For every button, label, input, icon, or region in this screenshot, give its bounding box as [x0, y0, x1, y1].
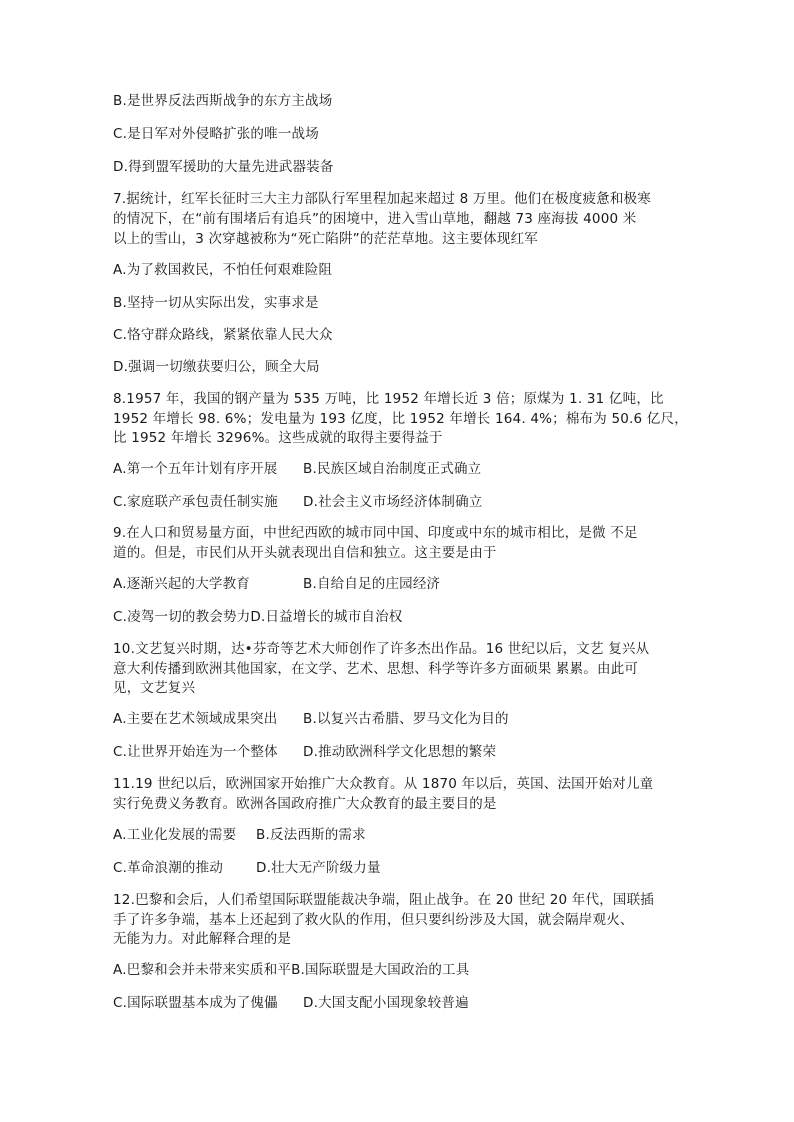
q10-stem-line-3: 见，文艺复兴	[113, 680, 196, 696]
q8-stem-line-3: 比 1952 年增长 3296%。这些成就的取得主要得益于	[113, 430, 443, 446]
q6-option-b: B.是世界反法西斯战争的东方主战场	[113, 93, 333, 109]
q11-options-row-1	[113, 826, 366, 844]
q10-option-a: A.主要在艺术领域成果突出	[113, 711, 278, 727]
q12-options-row-1: A.巴黎和会并未带来实质和平B.国际联盟是大国政治的工具	[113, 962, 470, 978]
q7-option-d: D.强调一切缴获要归公，顾全大局	[113, 359, 320, 375]
q11-option-d: D.壮大无产阶级力量	[256, 860, 381, 876]
q12-stem-line-2: 手了许多争端，基本上还起到了救火队的作用，但只要纠纷涉及大国，就会隔岸观火、	[113, 912, 634, 928]
q7-stem-line-3: 以上的雪山，3 次穿越被称为“死亡陷阱”的茫茫草地。这主要体现红军	[113, 231, 538, 247]
q8-option-b: B.民族区域自治制度正式确立	[303, 461, 482, 477]
q12-option-c: C.国际联盟基本成为了傀儡	[113, 995, 278, 1011]
q12-option-d: D.大国支配小国现象较普遍	[303, 995, 469, 1011]
q12-stem-line-3: 无能为力。对此解释合理的是	[113, 931, 292, 947]
q8-options-row-2	[113, 493, 483, 511]
q9-options-row-1	[113, 575, 441, 593]
q8-stem-line-2: 1952 年增长 98. 6%；发电量为 193 亿度，比 1952 年增长 164. 4%；棉布为 50.6 亿尺，	[113, 411, 688, 427]
q9-options-row-2: C.凌驾一切的教会势力D.日益增长的城市自治权	[113, 609, 403, 625]
q8-option-a: A.第一个五年计划有序开展	[113, 461, 278, 477]
q6-option-c: C.是日军对外侵略扩张的唯一战场	[113, 126, 319, 142]
q7-stem-line-1: 7.据统计，红军长征时三大主力部队行军里程加起来超过 8 万里。他们在极度疲惫和极寒	[113, 191, 651, 207]
q6-option-d: D.得到盟军援助的大量先进武器装备	[113, 159, 334, 175]
q10-option-c: C.让世界开始连为一个整体	[113, 744, 278, 760]
q10-option-b: B.以复兴古希腊、罗马文化为目的	[303, 711, 509, 727]
q7-option-c: C.恪守群众路线，紧紧依靠人民大众	[113, 327, 333, 343]
q9-option-b: B.自给自足的庄园经济	[303, 576, 441, 592]
q10-options-row-1	[113, 710, 509, 728]
q8-options-row-1	[113, 460, 482, 478]
q11-option-a: A.工业化发展的需要	[113, 827, 237, 843]
q11-stem-line-2: 实行免费义务教育。欧洲各国政府推广大众教育的最主要目的是	[113, 796, 497, 812]
q9-option-a: A.逐渐兴起的大学教育	[113, 576, 250, 592]
q9-stem-line-2: 道的。但是，市民们从开头就表现出自信和独立。这主要是由于	[113, 545, 497, 561]
q10-options-row-2	[113, 743, 497, 761]
q11-option-c: C.革命浪潮的推动	[113, 860, 224, 876]
q11-options-row-2	[113, 859, 381, 877]
q7-option-b: B.坚持一切从实际出发，实事求是	[113, 295, 319, 311]
q7-stem-line-2: 的情况下，在“前有围堵后有追兵”的困境中，进入雪山草地，翻越 73 座海拔 4000 米	[113, 211, 637, 227]
q9-stem-line-1: 9.在人口和贸易量方面，中世纪西欧的城市同中国、印度或中东的城市相比，是微 不足	[113, 525, 638, 541]
q7-option-a: A.为了救国救民，不怕任何艰难险阻	[113, 262, 333, 278]
q10-option-d: D.推动欧洲科学文化思想的繁荣	[303, 744, 497, 760]
q8-option-d: D.社会主义市场经济体制确立	[303, 494, 483, 510]
q12-options-row-2	[113, 994, 469, 1012]
q10-stem-line-1: 10.文艺复兴时期，达•芬奇等艺术大师创作了许多杰出作品。16 世纪以后，文艺 复兴从	[113, 641, 650, 657]
q11-option-b: B.反法西斯的需求	[256, 827, 366, 843]
q12-stem-line-1: 12.巴黎和会后，人们希望国际联盟能裁决争端，阻止战争。在 20 世纪 20 年代，国联插	[113, 892, 654, 908]
q8-option-c: C.家庭联产承包责任制实施	[113, 494, 278, 510]
q11-stem-line-1: 11.19 世纪以后，欧洲国家开始推广大众教育。从 1870 年以后，英国、法国开始对儿童	[113, 776, 654, 792]
q10-stem-line-2: 意大利传播到欧洲其他国家，在文学、艺术、思想、科学等许多方面硕果 累累。由此可	[113, 661, 639, 677]
q8-stem-line-1: 8.1957 年，我国的钢产量为 535 万吨，比 1952 年增长近 3 倍；原煤为 1. 31 亿吨，比	[113, 391, 664, 407]
